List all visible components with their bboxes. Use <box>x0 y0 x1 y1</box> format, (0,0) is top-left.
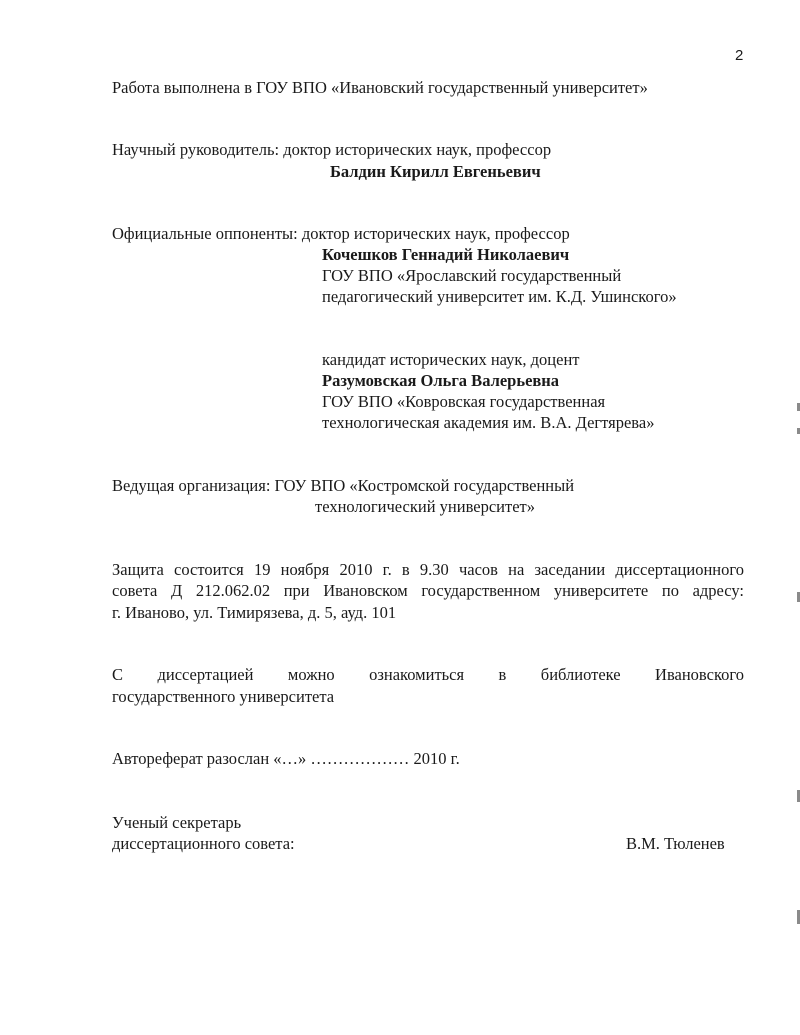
institution-line: Работа выполнена в ГОУ ВПО «Ивановский государственный университет» <box>112 78 648 97</box>
supervisor-name: Балдин Кирилл Евгеньевич <box>330 162 541 181</box>
opponents-label: Официальные оппоненты: доктор исторических наук, профессор <box>112 224 570 243</box>
opponent-1-name: Кочешков Геннадий Николаевич <box>322 245 570 264</box>
defense-line2: совета Д 212.062.02 при Ивановском государственном университете по адресу: <box>112 581 744 600</box>
library-line1: С диссертацией можно ознакомиться в библиотеке Ивановского <box>112 665 744 684</box>
secretary-name: В.М. Тюленев <box>626 834 725 853</box>
defense-line1: Защита состоится 19 ноября 2010 г. в 9.30 часов на заседании диссертационного <box>112 560 744 579</box>
leading-org-line2: технологический университет» <box>315 497 535 516</box>
page-number: 2 <box>735 47 744 64</box>
opponent-2-org-line1: ГОУ ВПО «Ковровская государственная <box>322 392 606 411</box>
secretary-title-line1: Ученый секретарь <box>112 813 242 832</box>
opponent-1-org-line2: педагогический университет им. К.Д. Ушинского» <box>322 287 677 306</box>
opponent-1-org-line1: ГОУ ВПО «Ярославский государственный <box>322 266 622 285</box>
secretary-title-line2: диссертационного совета: <box>112 834 295 853</box>
opponent-2-org-line2: технологическая академия им. В.А. Дегтярева» <box>322 413 655 432</box>
opponent-2-degree: кандидат исторических наук, доцент <box>322 350 580 369</box>
opponent-2-name: Разумовская Ольга Валерьевна <box>322 371 560 390</box>
library-line2: государственного университета <box>112 687 335 706</box>
supervisor-label: Научный руководитель: доктор исторических наук, профессор <box>112 140 552 159</box>
leading-org-line1: Ведущая организация: ГОУ ВПО «Костромской государственный <box>112 476 575 495</box>
abstract-sent-line: Автореферат разослан «…» ……………… 2010 г. <box>112 749 460 768</box>
defense-line3: г. Иваново, ул. Тимирязева, д. 5, ауд. 101 <box>112 603 397 622</box>
